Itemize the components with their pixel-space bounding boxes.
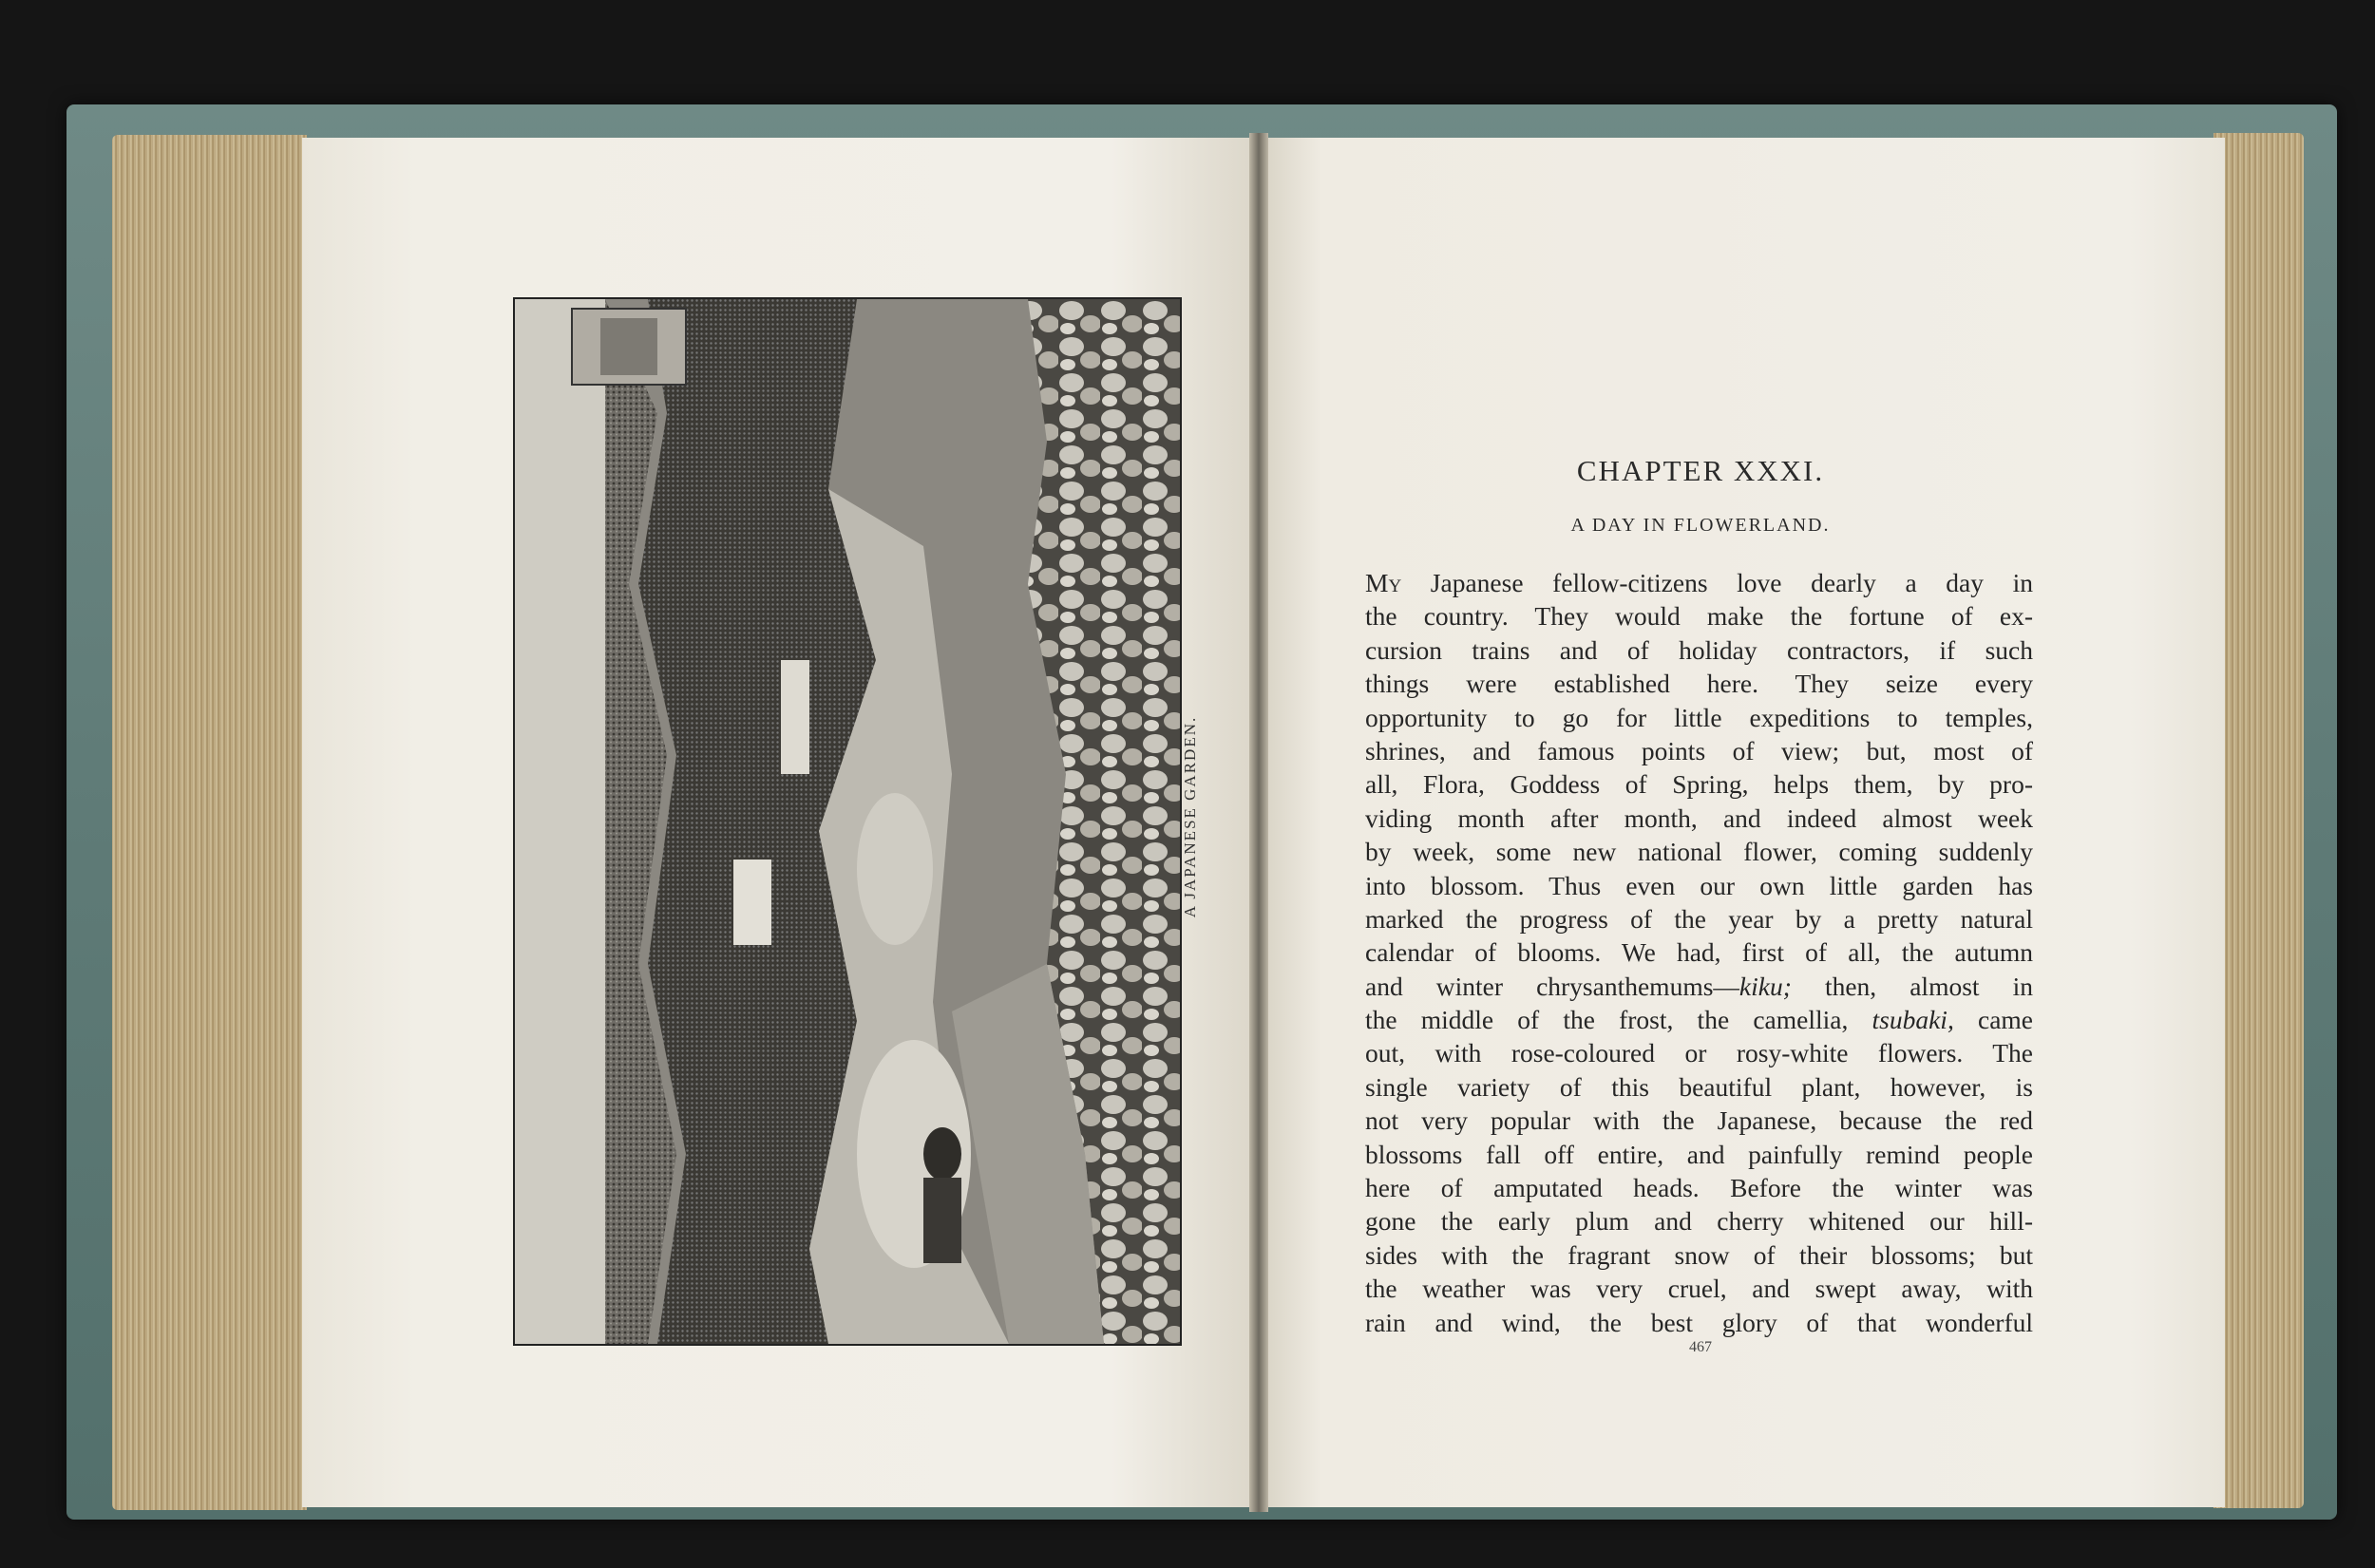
text-line: single variety of this beautiful plant, however, is — [1365, 1071, 2033, 1102]
drop-word: My — [1365, 568, 1402, 597]
chapter-body-text — [1365, 566, 2033, 1339]
book-gutter — [1249, 133, 1268, 1512]
chapter-subtitle: A DAY IN FLOWERLAND. — [1570, 515, 1831, 536]
text-line: marked the progress of the year by a pretty natural — [1365, 903, 2033, 934]
page-edges-right — [2214, 133, 2304, 1508]
text-line: sides with the fragrant snow of their blossoms; but — [1365, 1239, 2033, 1270]
text-line: the weather was very cruel, and swept away, with — [1365, 1274, 2033, 1304]
chapter-title: CHAPTER XXXI. — [1576, 454, 1825, 487]
text-line: My Japanese fellow-citizens love dearly a day in — [1365, 568, 2033, 597]
text-line: here of amputated heads. Before the winter was — [1365, 1173, 2033, 1203]
text-line: into blossom. Thus even our own little garden has — [1365, 870, 2033, 900]
italic-word: tsubaki, — [1872, 1005, 1954, 1035]
text-line: by week, some new national flower, coming suddenly — [1365, 837, 2033, 867]
text-line: all, Flora, Goddess of Spring, helps them, by pro- — [1365, 769, 2033, 800]
page-number: 467 — [1689, 1339, 1712, 1355]
text-line: the country. They would make the fortune of ex- — [1365, 601, 2033, 632]
plate-caption: A JAPANESE GARDEN. — [1181, 715, 1199, 918]
page-edges-left — [112, 135, 307, 1510]
text-line: shrines, and famous points of view; but, most of — [1365, 735, 2033, 765]
text-line: and winter chrysanthemums—kiku; then, almost in — [1365, 971, 2033, 1001]
text-line: things were established here. They seize every — [1365, 669, 2033, 699]
text-line: not very popular with the Japanese, because the red — [1365, 1105, 2033, 1136]
italic-word: kiku; — [1738, 971, 1792, 1001]
garden-illustration — [513, 297, 1182, 1346]
text-line: the middle of the frost, the camellia, tsubaki, came — [1365, 1005, 2033, 1035]
text-line: out, with rose-coloured or rosy-white flowers. The — [1365, 1038, 2033, 1068]
text-line: gone the early plum and cherry whitened our hill- — [1365, 1206, 2033, 1237]
text-line: opportunity to go for little expeditions to temples, — [1365, 702, 2033, 732]
text-line: blossoms fall off entire, and painfully remind people — [1365, 1139, 2033, 1169]
text-line: calendar of blooms. We had, first of all, the autumn — [1365, 937, 2033, 968]
text-line: rain and wind, the best glory of that wonderful — [1365, 1307, 2033, 1337]
text-line: viding month after month, and indeed almost week — [1365, 803, 2033, 833]
text-line: cursion trains and of holiday contractors, if such — [1365, 634, 2033, 665]
